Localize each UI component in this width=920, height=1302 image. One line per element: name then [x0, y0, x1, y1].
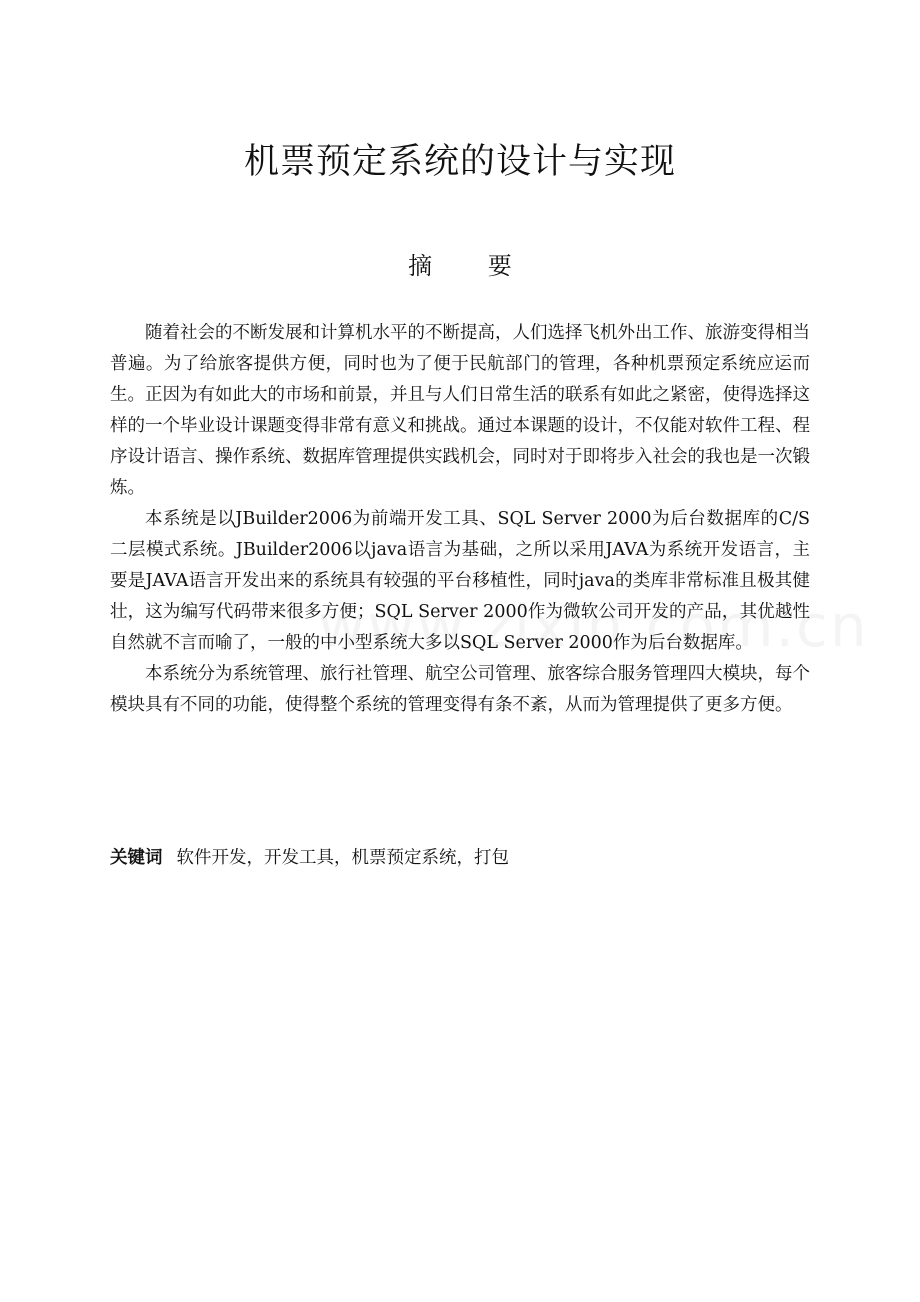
- abstract-paragraph-1: 随着社会的不断发展和计算机水平的不断提高，人们选择飞机外出工作、旅游变得相当普遍。为了给旅客提供方便，同时也为了便于民航部门的管理，各种机票预定系统应运而生。正因为有如此大的市场和前景，并且与人们日常生活的联系有如此之紧密，使得选择这样的一个毕业设计课题变得非常有意义和挑战。通过本课题的设计，不仅能对软件工程、程序设计语言、操作系统、数据库管理提供实践机会，同时对于即将步入社会的我也是一次锻炼。: [110, 323, 810, 498]
- document-title: 机票预定系统的设计与实现: [243, 142, 676, 182]
- abstract-paragraph-3: 本系统分为系统管理、旅行社管理、航空公司管理、旅客综合服务管理四大模块，每个模块具有不同的功能，使得整个系统的管理变得有条不紊，从而为管理提供了更多方便。: [110, 664, 810, 715]
- abstract-heading: 摘 要: [408, 252, 536, 280]
- keywords-text: 软件开发，开发工具，机票预定系统，打包: [176, 848, 509, 868]
- abstract-body: [110, 318, 810, 721]
- keywords-line: [110, 843, 810, 874]
- abstract-paragraph-2: 本系统是以JBuilder2006为前端开发工具、SQL Server 2000为后台数据库的C/S二层模式系统。JBuilder2006以java语言为基础，之所以采用JAVA为系统开发语言，主要是JAVA语言开发出来的系统具有较强的平台移植性，同时java的类库非常标准且极其健壮，这为编写代码带来很多方便；SQL Server 2000作为微软公司开发的产品，其优越性自然就不言而喻了，一般的中小型系统大多以SQL Server 2000作为后台数据库。: [110, 509, 810, 653]
- keywords-label: 关键词: [110, 848, 163, 868]
